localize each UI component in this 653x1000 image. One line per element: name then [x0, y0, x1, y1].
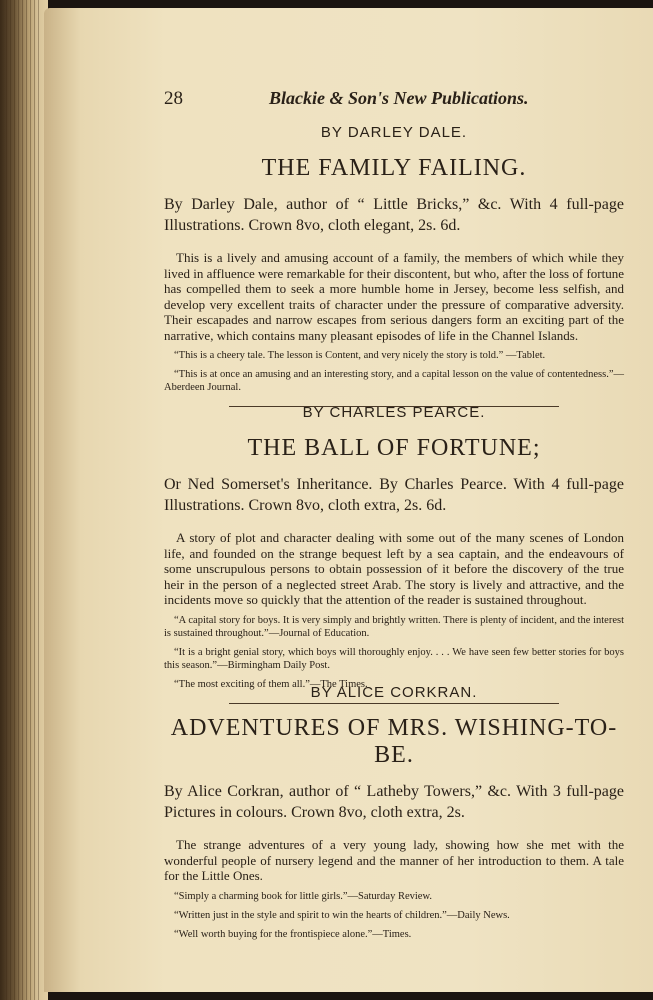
review-quote: “It is a bright genial story, which boys will thoroughly enjoy. . . . We have seen few better stories for boys this season.”—Birmingham Daily Post.	[164, 646, 624, 671]
review-quote: “Simply a charming book for little girls.”—Saturday Review.	[174, 890, 432, 902]
book-byline: Or Ned Somerset's Inheritance. By Charles Pearce. With 4 full-page Illustrations. Crown 8vo, cloth extra, 2s. 6d.	[164, 476, 624, 514]
author-heading: BY CHARLES PEARCE.	[302, 404, 486, 421]
running-header	[44, 88, 653, 114]
book-title: THE BALL OF FORTUNE;	[247, 435, 541, 461]
running-title: Blackie & Son's New Publications.	[269, 88, 529, 108]
book-title: THE FAMILY FAILING.	[261, 155, 527, 181]
book-entry-family-failing	[164, 124, 624, 407]
book-description: A story of plot and character dealing with some out of the many scenes of London life, and founded on the strange bequest left by a sea captain, and the endeavours of some unscrupulous persons to obtain possession of it before the discovery of the true heir in the person of a neglected street Arab. The story is lively and attractive, and the incidents move so quickly that the attention of the reader is sustained throughout.	[164, 530, 624, 607]
review-quote: “A capital story for boys. It is very simply and brightly written. There is plenty of incident, and the interest is sustained throughout.”—Journal of Education.	[164, 614, 624, 639]
book-page	[44, 8, 653, 992]
review-quote: “Well worth buying for the frontispiece alone.”—Times.	[174, 928, 412, 940]
page-number: 28	[164, 88, 183, 109]
book-description: This is a lively and amusing account of a family, the members of which while they lived in affluence were remarkable for their discontent, but who, after the loss of fortune has compelled them to seek a more humble home in Jersey, become less selfish, and develop very excellent traits of character under the pressure of comparative adversity. Their escapades and narrow escapes from serious dangers form an exciting part of the narrative, which contains many pleasant episodes of life in the Channel Islands.	[164, 250, 624, 343]
book-description: The strange adventures of a very young lady, showing how she met with the wonderful people of nursery legend and the manner of her introduction to them. A tale for the Little Ones.	[164, 837, 624, 883]
book-byline: By Alice Corkran, author of “ Latheby Towers,” &c. With 3 full-page Pictures in colours. Crown 8vo, cloth extra, 2s.	[164, 783, 624, 821]
book-entry-ball-of-fortune	[164, 404, 624, 704]
book-title: ADVENTURES OF MRS. WISHING-TO-BE.	[170, 715, 618, 768]
book-spine	[0, 0, 48, 1000]
review-quote: “The most exciting of them all.”—The Times.	[174, 678, 368, 690]
author-heading: BY ALICE CORKRAN.	[310, 684, 478, 701]
review-quote: “This is a cheery tale. The lesson is Content, and very nicely the story is told.” —Tablet.	[174, 350, 546, 361]
author-heading: BY DARLEY DALE.	[320, 124, 468, 141]
book-byline: By Darley Dale, author of “ Little Bricks,” &c. With 4 full-page Illustrations. Crown 8vo, cloth elegant, 2s. 6d.	[164, 196, 624, 234]
book-entry-mrs-wishing-to-be	[164, 684, 624, 941]
review-quote: “This is at once an amusing and an interesting story, and a capital lesson on the value of contentedness.”—Aberdeen Journal.	[164, 369, 624, 393]
review-quote: “Written just in the style and spirit to win the hearts of children.”—Daily News.	[174, 909, 510, 921]
